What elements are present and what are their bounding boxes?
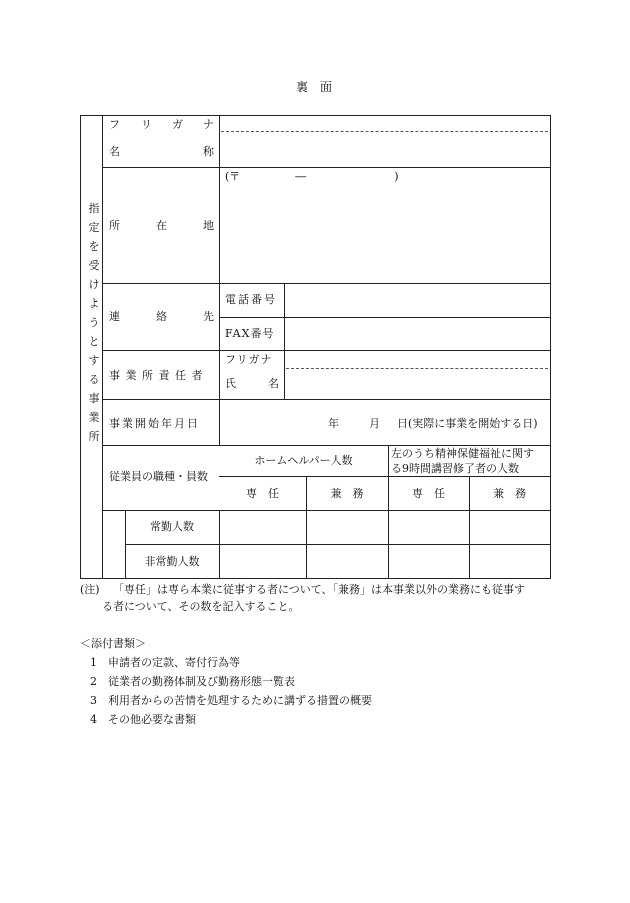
manager-name-input[interactable] [286, 370, 549, 398]
attachment-number: 4 [90, 713, 97, 726]
name-input[interactable] [221, 133, 549, 166]
nonregular-staff-label: 非常勤人数 [144, 555, 200, 568]
regular-helper-concurrent-cell[interactable] [308, 512, 387, 543]
start-date-label: 事業開始年月日 [109, 417, 200, 430]
attachment-text: 申請者の定款、寄付行為等 [108, 656, 240, 669]
address-input[interactable] [221, 188, 549, 282]
phone-label: 電話番号 [225, 293, 277, 306]
helper-count-header: ホームヘルパー人数 [254, 454, 353, 467]
attachments-title: ＜添付書類＞ [80, 637, 146, 650]
page-title: 裏 面 [296, 80, 333, 94]
attachment-text: 従業者の勤務体制及び勤務形態一覧表 [108, 675, 295, 688]
side-label-designated-office: 指 定 を 受 け よ う と す る 事 業 所 [88, 202, 100, 443]
start-date-year: 年 [328, 417, 339, 430]
manager-furigana-label: フリガナ [225, 353, 273, 366]
helper-fulltime-header: 専 任 [246, 487, 279, 500]
start-date-day: 日(実際に事業を開始する日) [397, 417, 538, 430]
attachment-text: 利用者からの苦情を処理するために講ずる措置の概要 [108, 694, 372, 707]
furigana-input[interactable] [221, 116, 549, 130]
nonregular-training-concurrent-cell[interactable] [471, 546, 549, 577]
attachment-text: その他必要な書類 [108, 713, 196, 726]
note-line1: 「専任」は専ら本業に従事する者について、「兼務」は本事業以外の業務にも従事す [113, 583, 526, 596]
nonregular-training-fulltime-cell[interactable] [390, 546, 468, 577]
fax-label: FAX番号 [225, 327, 275, 340]
attachment-number: 1 [90, 656, 97, 669]
fax-input[interactable] [286, 319, 549, 349]
phone-input[interactable] [286, 285, 549, 316]
regular-training-concurrent-cell[interactable] [471, 512, 549, 543]
nonregular-helper-concurrent-cell[interactable] [308, 546, 387, 577]
postal-code-field[interactable]: (〒 ― ) [225, 170, 399, 183]
note-prefix: (注) [80, 583, 100, 596]
training-header-line2: る9時間講習修了者の人数 [391, 462, 519, 475]
manager-furigana-input[interactable] [286, 352, 549, 367]
attachment-number: 2 [90, 675, 97, 688]
training-concurrent-header: 兼 務 [493, 487, 526, 500]
helper-concurrent-header: 兼 務 [330, 487, 364, 500]
training-header-line1: 左のうち精神保健福祉に関す [391, 447, 534, 460]
staff-label: 従業員の職種・員数 [109, 470, 208, 483]
note-line2: る者について、その数を記入すること。 [102, 600, 300, 613]
regular-helper-fulltime-cell[interactable] [221, 512, 305, 543]
start-date-input[interactable] [221, 401, 549, 444]
manager-label: 事 業 所 責 任 者 [109, 369, 204, 382]
nonregular-helper-fulltime-cell[interactable] [221, 546, 305, 577]
attachment-number: 3 [90, 694, 97, 707]
training-fulltime-header: 専 任 [412, 487, 445, 500]
regular-staff-label: 常勤人数 [150, 520, 194, 533]
regular-training-fulltime-cell[interactable] [390, 512, 468, 543]
start-date-month: 月 [369, 417, 380, 430]
